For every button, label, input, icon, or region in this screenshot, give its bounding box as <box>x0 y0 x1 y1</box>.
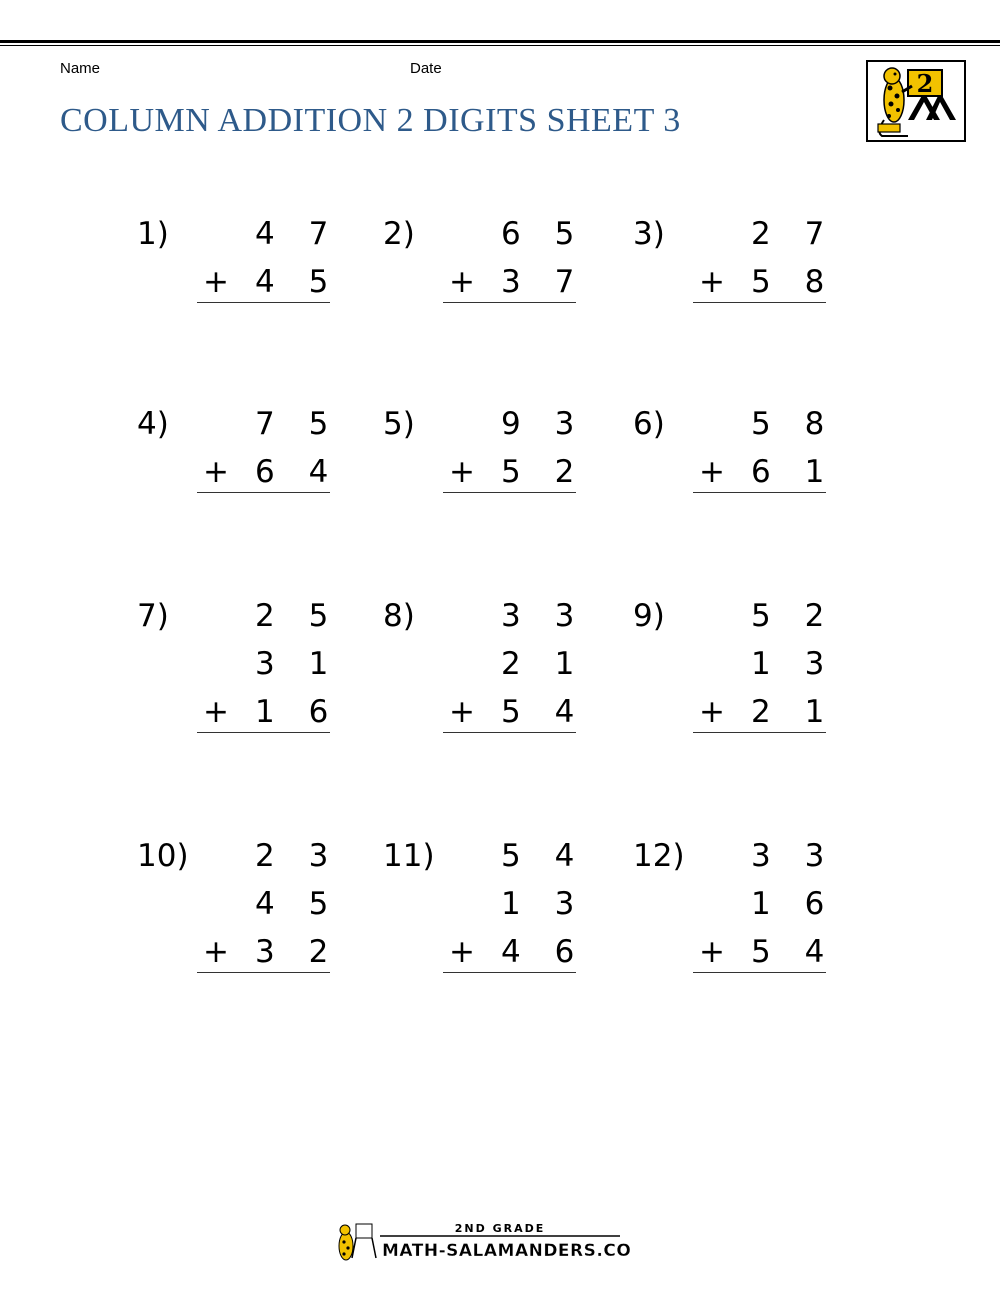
answer-line <box>197 732 330 733</box>
addend-row <box>633 640 837 688</box>
plus-sign: + <box>203 264 229 300</box>
addend-row <box>383 592 587 640</box>
addend-row <box>633 210 837 258</box>
addend-row <box>137 592 341 640</box>
footer-grade-text: 2ND GRADE <box>454 1222 546 1235</box>
addend-digits: 5 2 <box>751 598 837 634</box>
addend-row <box>383 210 587 258</box>
addend-digits: 7 5 <box>255 406 341 442</box>
answer-line <box>443 302 576 303</box>
problem-number: 2) <box>383 216 415 252</box>
addend-row <box>633 400 837 448</box>
addend-digits: 3 7 <box>501 264 587 300</box>
addend-digits: 2 5 <box>255 598 341 634</box>
plus-sign: + <box>699 454 725 490</box>
addend-digits: 5 8 <box>751 264 837 300</box>
addend-digits: 1 6 <box>255 694 341 730</box>
addend-row <box>137 640 341 688</box>
page-title: COLUMN ADDITION 2 DIGITS SHEET 3 <box>60 102 681 139</box>
problem-number: 7) <box>137 598 169 634</box>
addend-row <box>137 928 341 976</box>
addend-row <box>383 448 587 496</box>
answer-line <box>197 302 330 303</box>
addend-digits: 3 2 <box>255 934 341 970</box>
addend-row <box>633 832 837 880</box>
addend-digits: 2 7 <box>751 216 837 252</box>
addend-digits: 2 1 <box>751 694 837 730</box>
plus-sign: + <box>699 694 725 730</box>
answer-line <box>693 492 826 493</box>
addend-digits: 3 3 <box>501 598 587 634</box>
addend-digits: 3 3 <box>751 838 837 874</box>
plus-sign: + <box>449 694 475 730</box>
problem-number: 1) <box>137 216 169 252</box>
addend-row <box>383 832 587 880</box>
addend-digits: 5 4 <box>751 934 837 970</box>
addend-row <box>633 928 837 976</box>
addend-digits: 2 1 <box>501 646 587 682</box>
answer-line <box>693 732 826 733</box>
addend-row <box>137 448 341 496</box>
plus-sign: + <box>449 454 475 490</box>
problem-number: 6) <box>633 406 665 442</box>
addend-digits: 5 4 <box>501 838 587 874</box>
answer-line <box>443 492 576 493</box>
addend-row <box>137 832 341 880</box>
date-label: Date <box>410 60 442 77</box>
footer-logo <box>330 1218 630 1264</box>
salamander-logo-icon <box>866 60 966 142</box>
addend-row <box>383 258 587 306</box>
answer-line <box>443 732 576 733</box>
addend-digits: 4 5 <box>255 886 341 922</box>
plus-sign: + <box>699 934 725 970</box>
addend-row <box>137 258 341 306</box>
problem-number: 11) <box>383 838 435 874</box>
problem-number: 12) <box>633 838 685 874</box>
plus-sign: + <box>203 454 229 490</box>
plus-sign: + <box>699 264 725 300</box>
problem-number: 8) <box>383 598 415 634</box>
problem-number: 4) <box>137 406 169 442</box>
problem-number: 3) <box>633 216 665 252</box>
top-rule-thin <box>0 45 1000 46</box>
answer-line <box>197 972 330 973</box>
addend-row <box>633 448 837 496</box>
footer-salamander-icon <box>339 1224 376 1260</box>
addend-digits: 3 1 <box>255 646 341 682</box>
plus-sign: + <box>203 694 229 730</box>
addend-row <box>137 688 341 736</box>
addend-digits: 2 3 <box>255 838 341 874</box>
addend-row <box>137 880 341 928</box>
addend-digits: 5 2 <box>501 454 587 490</box>
addend-row <box>633 592 837 640</box>
answer-line <box>693 302 826 303</box>
name-label: Name <box>60 60 101 77</box>
plus-sign: + <box>449 934 475 970</box>
logo-grade-number: 2 <box>916 69 934 98</box>
addend-digits: 4 5 <box>255 264 341 300</box>
addend-row <box>137 400 341 448</box>
addend-row <box>383 928 587 976</box>
top-rule <box>0 40 1000 43</box>
addend-digits: 5 4 <box>501 694 587 730</box>
answer-line <box>693 972 826 973</box>
problem-number: 5) <box>383 406 415 442</box>
problem-number: 10) <box>137 838 189 874</box>
addend-digits: 4 6 <box>501 934 587 970</box>
addend-digits: 6 1 <box>751 454 837 490</box>
answer-line <box>443 972 576 973</box>
addend-digits: 1 6 <box>751 886 837 922</box>
addend-row <box>137 210 341 258</box>
addend-digits: 4 7 <box>255 216 341 252</box>
footer-site-text: MATH-SALAMANDERS.COM <box>382 1241 630 1261</box>
answer-line <box>197 492 330 493</box>
addend-row <box>633 688 837 736</box>
problem-number: 9) <box>633 598 665 634</box>
addend-row <box>633 258 837 306</box>
addend-digits: 6 4 <box>255 454 341 490</box>
addend-row <box>383 640 587 688</box>
addend-row <box>383 400 587 448</box>
addend-row <box>383 688 587 736</box>
addend-row <box>383 880 587 928</box>
addend-digits: 6 5 <box>501 216 587 252</box>
addend-digits: 1 3 <box>501 886 587 922</box>
addend-row <box>633 880 837 928</box>
plus-sign: + <box>203 934 229 970</box>
addend-digits: 9 3 <box>501 406 587 442</box>
addend-digits: 1 3 <box>751 646 837 682</box>
plus-sign: + <box>449 264 475 300</box>
addend-digits: 5 8 <box>751 406 837 442</box>
